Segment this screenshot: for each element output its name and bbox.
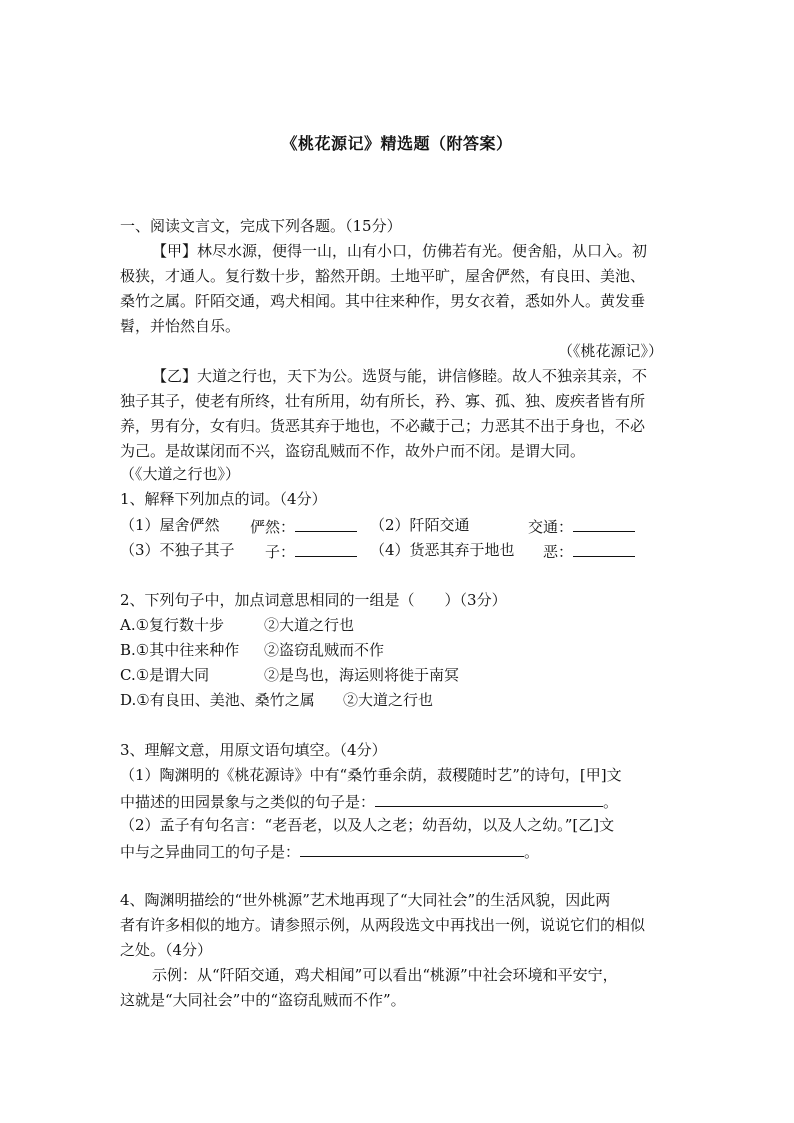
q2-option-b-part2: ②盗窃乱贼而不作 xyxy=(264,641,385,659)
q1-item-2-answer xyxy=(528,515,635,537)
q4-example-line: 这就是“大同社会”中的“盗窃乱贼而不作”。 xyxy=(120,991,406,1009)
q1-item-3 xyxy=(120,540,235,560)
q1-answer-blank[interactable] xyxy=(295,540,357,557)
option-part-1: ①有良田、美池、桑竹之属 xyxy=(136,691,315,709)
q3-part2-line2 xyxy=(120,840,539,862)
q3-part1-prompt: 中描述的田园景象与之类似的句子是： xyxy=(120,793,376,811)
q2-option-d[interactable] xyxy=(120,690,315,710)
q1-item-3-answer xyxy=(265,540,357,562)
q4-example-line: 示例：从“阡陌交通，鸡犬相闻”可以看出“桃源”中社会环境和平安宁， xyxy=(152,966,618,984)
q2-stem: 2、下列句子中，加点词意思相同的一组是（ ）（3分） xyxy=(120,591,507,609)
q3-part1-end: 。 xyxy=(603,793,619,811)
q1-item-phrase: 屋舍俨然 xyxy=(159,516,220,534)
passage-yi-line: 为己。是故谋闭而不兴，盗窃乱贼而不作，故外户而不闭。是谓大同。 xyxy=(120,442,586,460)
option-part-1: ①其中往来种作 xyxy=(135,641,240,659)
document-title: 《桃花源记》精选题（附答案） xyxy=(281,134,513,153)
option-letter: C. xyxy=(120,666,136,684)
passage-yi-source: （《大道之行也》） xyxy=(120,465,241,483)
q1-item-4 xyxy=(370,540,515,560)
q3-part2-prompt: 中与之异曲同工的句子是： xyxy=(120,843,301,861)
q3-part2-line: （2）孟子有句名言：“老吾老，以及人之老；幼吾幼，以及人之幼。”[乙]文 xyxy=(120,816,615,834)
q1-item-num: （2） xyxy=(370,516,410,534)
q1-item-phrase: 货恶其弃于地也 xyxy=(409,541,515,559)
q1-answer-blank[interactable] xyxy=(295,515,357,532)
q4-stem-line: 之处。（4分） xyxy=(120,941,213,959)
q1-item-1-answer xyxy=(250,515,357,537)
q3-part1-line2 xyxy=(120,790,618,812)
option-letter: A. xyxy=(120,616,136,634)
q1-item-word: 子： xyxy=(265,543,296,561)
q3-part2-end: 。 xyxy=(524,843,540,861)
option-letter: D. xyxy=(120,691,137,709)
passage-jia-line: 髫，并怡然自乐。 xyxy=(120,317,241,335)
passage-jia-line: 桑竹之属。阡陌交通，鸡犬相闻。其中往来种作，男女衣着，悉如外人。黄发垂 xyxy=(120,292,646,310)
q2-option-a[interactable] xyxy=(120,615,224,635)
q1-item-4-answer xyxy=(543,540,635,562)
q4-stem-line: 4、陶渊明描绘的“世外桃源”艺术地再现了“大同社会”的生活风貌，因此两 xyxy=(120,891,611,909)
q1-item-num: （3） xyxy=(120,541,160,559)
q1-item-word: 恶： xyxy=(543,543,574,561)
q1-stem: 1、解释下列加点的词。（4分） xyxy=(120,490,327,508)
option-letter: B. xyxy=(120,641,136,659)
q1-item-num: （4） xyxy=(370,541,410,559)
passage-yi-line: 养，男有分，女有归。货恶其弃于地也，不必藏于己；力恶其不出于身也，不必 xyxy=(120,417,646,435)
q2-option-d-part2: ②大道之行也 xyxy=(343,691,434,709)
q1-item-1 xyxy=(120,515,220,535)
q2-option-c[interactable] xyxy=(120,665,209,685)
q1-item-word: 俨然： xyxy=(250,518,296,536)
q3-stem: 3、理解文意，用原文语句填空。（4分） xyxy=(120,741,387,759)
q1-answer-blank[interactable] xyxy=(573,540,635,557)
q1-answer-blank[interactable] xyxy=(573,515,635,532)
option-part-1: ①是谓大同 xyxy=(135,666,210,684)
q4-stem-line: 者有许多相似的地方。请参照示例，从两段选文中再找出一例，说说它们的相似 xyxy=(120,916,646,934)
q2-option-a-part2: ②大道之行也 xyxy=(264,616,355,634)
passage-yi-line: 【乙】大道之行也，天下为公。选贤与能，讲信修睦。故人不独亲其亲，不 xyxy=(152,367,648,385)
q2-option-c-part2: ②是鸟也，海运则将徙于南冥 xyxy=(264,666,460,684)
passage-jia-source: （《桃花源记》） xyxy=(558,342,664,360)
passage-jia-line: 极狭，才通人。复行数十步，豁然开朗。土地平旷，屋舍俨然，有良田、美池、 xyxy=(120,267,646,285)
q1-item-phrase: 阡陌交通 xyxy=(409,516,470,534)
passage-jia-line: 【甲】林尽水源，便得一山，山有小口，仿佛若有光。便舍船，从口入。初 xyxy=(152,242,648,260)
q3-part1-line: （1）陶渊明的《桃花源诗》中有“桑竹垂余荫，菽稷随时艺”的诗句，[甲]文 xyxy=(120,766,622,784)
section1-heading: 一、阅读文言文，完成下列各题。（15分） xyxy=(120,217,402,235)
q1-item-num: （1） xyxy=(120,516,160,534)
q1-item-phrase: 不独子其子 xyxy=(159,541,235,559)
q3-part1-answer-blank[interactable] xyxy=(375,790,603,807)
q2-option-b[interactable] xyxy=(120,640,239,660)
q3-part2-answer-blank[interactable] xyxy=(300,840,524,857)
option-part-1: ①复行数十步 xyxy=(135,616,225,634)
q1-item-word: 交通： xyxy=(528,518,574,536)
passage-yi-line: 独子其子，使老有所终，壮有所用，幼有所长，矜、寡、孤、独、废疾者皆有所 xyxy=(120,392,646,410)
q1-item-2 xyxy=(370,515,470,535)
